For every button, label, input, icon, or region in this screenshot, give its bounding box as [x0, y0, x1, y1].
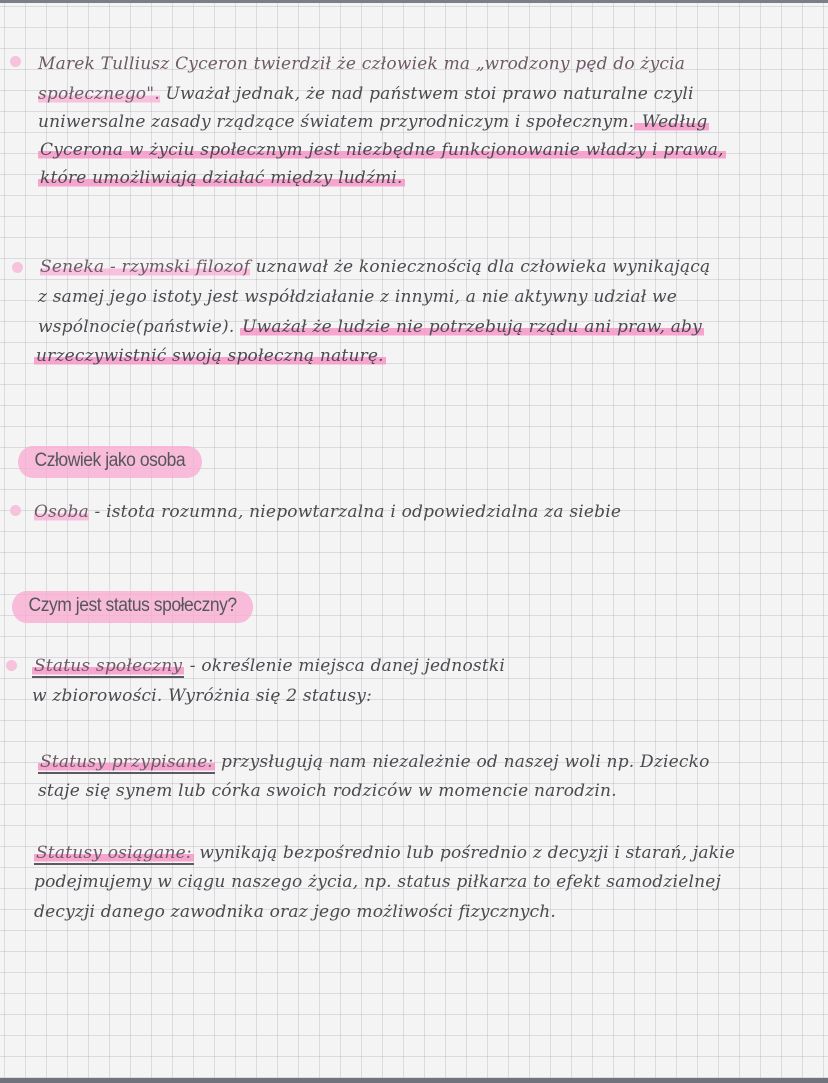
- cicero-line-3-highlight: Według: [636, 112, 708, 132]
- cicero-line-1: Marek Tulliusz Cyceron twierdził że człowiek ma „wrodzony pęd do życia: [38, 54, 686, 74]
- bullet-person: [10, 505, 21, 516]
- seneca-line-4: urzeczywistnić swoją społeczną naturę.: [36, 346, 384, 366]
- status-line-1: [32, 656, 505, 676]
- bullet-status: [6, 660, 17, 671]
- cicero-line-3: [38, 112, 709, 132]
- achieved-term: Statusy osiągane:: [36, 843, 192, 863]
- cicero-line-2-term: społecznego".: [38, 84, 160, 104]
- seneca-line-2: z samej jego istoty jest współdziałanie z innymi, a nie aktywny udział we: [38, 287, 678, 307]
- seneca-line-1: [40, 257, 710, 277]
- achieved-line-1-text: wynikają bezpośrednio lub pośrednio z decyzji i starań, jakie: [193, 843, 736, 863]
- cicero-line-5: które umożliwiają działać między ludźmi.: [40, 168, 403, 188]
- person-definition-text: - istota rozumna, niepowtarzalna i odpowiedzialna za siebie: [88, 502, 622, 522]
- status-line-2: w zbiorowości. Wyróżnia się 2 statusy:: [32, 686, 373, 706]
- cicero-line-3-text: uniwersalne zasady rządzące światem przyrodniczym i społecznym.: [38, 112, 635, 132]
- ascribed-line-1: [38, 752, 710, 772]
- seneca-line-3: [38, 317, 704, 337]
- ascribed-term: Statusy przypisane:: [40, 752, 214, 772]
- achieved-line-3: decyzji danego zawodnika oraz jego możliwości fizycznych.: [34, 902, 557, 922]
- seneca-line-1-rest: uznawał że koniecznością dla człowieka wynikającą: [250, 257, 711, 277]
- seneca-term: Seneka - rzymski filozof: [40, 257, 251, 277]
- bullet-cicero: [10, 56, 21, 67]
- ascribed-line-2: staje się synem lub córka swoich rodziców w momencie narodzin.: [38, 781, 617, 801]
- seneca-line-3-text: wspólnocie(państwie).: [38, 317, 241, 337]
- bullet-seneca: [12, 262, 23, 273]
- status-term: Status społeczny: [34, 656, 183, 676]
- cicero-line-2: [38, 84, 694, 104]
- seneca-line-3-highlight: Uważał że ludzie nie potrzebują rządu ani praw, aby: [242, 317, 702, 337]
- achieved-line-1: [34, 843, 735, 863]
- status-line-1-text: - określenie miejsca danej jednostki: [184, 656, 505, 676]
- cicero-line-4: Cycerona w życiu społecznym jest niezbędne funkcjonowanie władzy i prawa,: [40, 140, 724, 160]
- heading-person: Człowiek jako osoba: [18, 446, 202, 478]
- heading-status: Czym jest status społeczny?: [12, 591, 253, 623]
- ascribed-line-1-text: przysługują nam niezależnie od naszej woli np. Dziecko: [215, 752, 710, 772]
- person-term: Osoba: [34, 502, 89, 522]
- cicero-line-2-rest: Uważał jednak, że nad państwem stoi prawo naturalne czyli: [159, 84, 694, 104]
- achieved-line-2: podejmujemy w ciągu naszego życia, np. status piłkarza to efekt samodzielnej: [34, 872, 721, 892]
- person-definition: [34, 502, 621, 522]
